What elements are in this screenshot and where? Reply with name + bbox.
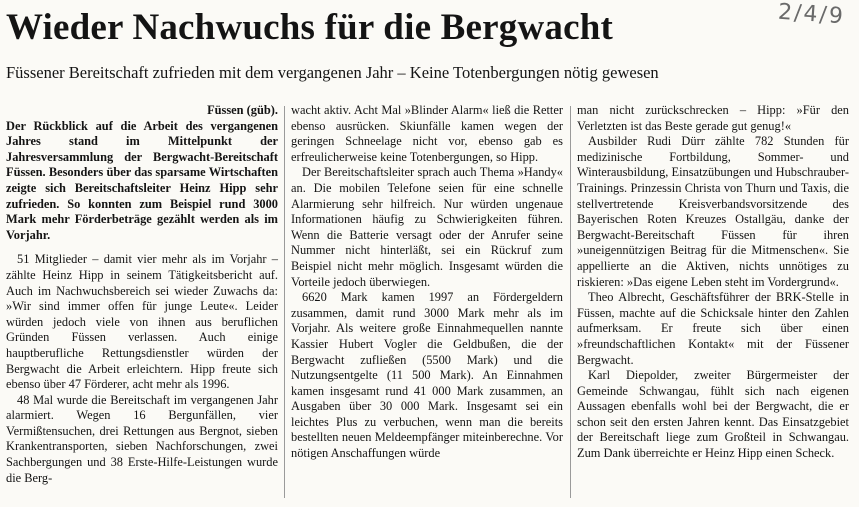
article-column-3 (577, 103, 849, 462)
article-paragraph: Ausbilder Rudi Dürr zählte 782 Stunden für medizinische Fortbildung, Sommer- und Winterausbildung, Einsatzübungen und Hubschrauber-Trainings. Prinzessin Christa von Thurn und Taxis, die stellvertretende Kreisverbandsvorsitzende des Bayerischen Roten Kreuzes Ostallgäu, danke der Bergwacht-Bereitschaft Füssen für ihren »uneigennützigen Beitrag für die Mitmenschen«. Sie appellierte an die Aktiven, nichts unnötiges zu riskieren: »Das eigene Leben steht im Vordergrund«. (577, 134, 849, 289)
article-paragraph: 6620 Mark kamen 1997 an Fördergeldern zusammen, damit rund 3000 Mark mehr als im Vorjahr. Als weitere große Einnahmequellen nannte Kassier Hubert Vogler die Geldbußen, die der Bergwacht zufließen (5500 Mark) und die Nutzungsentgelte (11 500 Mark). An Einnahmen kamen insgesamt rund 41 000 Mark zusammen, an Ausgaben über 30 000 Mark. Insgesamt sei ein leichtes Plus zu verbuchen, wenn man die bereits bestellten neuen Meldeempfänger miteinberechne. Vor nötigen Anschaffungen würde (291, 290, 563, 461)
handwritten-date-note: 2/4/9 (777, 0, 846, 30)
article-headline: Wieder Nachwuchs für die Bergwacht (6, 7, 614, 48)
column-divider (570, 106, 571, 498)
article-subheadline: Füssener Bereitschaft zufrieden mit dem vergangenen Jahr – Keine Totenbergungen nötig gewesen (6, 63, 659, 82)
article-paragraph: Der Bereitschaftsleiter sprach auch Thema »Handy« an. Die mobilen Telefone seien für eine schnelle Alarmierung sehr hilfreich. Nur würden ungenaue Informationen häufig zu Schwierigkeiten führen. Wenn die Batterie versagt oder der Anrufer seine Nummer nicht hinterläßt, sei ein Rückruf zum Beispiel nicht mehr möglich. Insgesamt würden die Vorteile jedoch überwiegen. (291, 165, 563, 289)
article-column-1 (6, 103, 278, 486)
article-paragraph: Theo Albrecht, Geschäftsführer der BRK-Stelle in Füssen, machte auf die Schicksale hinter den Zahlen aufmerksam. Er freute sich über einen »freundschaftlichen Kontakt« mit der Füssener Bergwacht. (577, 290, 849, 367)
article-column-2 (291, 103, 563, 462)
article-paragraph: man nicht zurückschrecken – Hipp: »Für den Verletzten ist das Beste gerade gut genug!« (577, 103, 849, 133)
article-paragraph: Karl Diepolder, zweiter Bürgermeister der Gemeinde Schwangau, fühlt sich nach eigenen Aussagen ebenfalls wohl bei der Bergwacht, die er schon seit den ersten Jahren kennt. Das Einsatzgebiet der Bereitschaft liege zum Großteil in Schwangau. Zum Dank überreichte er Heinz Hipp einen Scheck. (577, 368, 849, 461)
article-dateline: Füssen (güb). (207, 103, 278, 117)
article-paragraph: 48 Mal wurde die Bereitschaft im vergangenen Jahr alarmiert. Wegen 16 Bergunfällen, vier Vermißtensuchen, drei Rettungen aus Bergnot, sieben Krankentransporten, sieben Nachforschungen, zwei Sachbergungen und 38 Erste-Hilfe-Leistungen wurde die Berg- (6, 392, 278, 485)
article-lead: Der Rückblick auf die Arbeit des vergangenen Jahres stand im Mittelpunkt der Jahresversammlung der Bergwacht-Bereitschaft Füssen. Besonders über das sparsame Wirtschaften zeigte sich Bereitschaftsleiter Heinz Hipp sehr zufrieden. So konnten zum Beispiel rund 3000 Mark mehr Förderbeträge gezählt werden als im Vorjahr. (6, 118, 278, 242)
article-paragraph: 51 Mitglieder – damit vier mehr als im Vorjahr – zählte Heinz Hipp in seinem Tätigkeitsbericht auf. Auch im Nachwuchsbereich sei wieder Zuwachs da: »Wir sind immer offen für junge Leute«. Leider würden jedoch viele von ihnen aus beruflichen Gründen Füssen verlassen. Auch einige hauptberufliche Rettungsdienstler würden der Bergwacht die Arbeit erleichtern. Hipp freute sich ebenso über 47 Förderer, acht mehr als 1996. (6, 252, 278, 392)
column-divider (284, 106, 285, 498)
article-paragraph: wacht aktiv. Acht Mal »Blinder Alarm« ließ die Retter ebenso ausrücken. Skiunfälle kamen wegen der geringen Schneelage nicht vor, ebenso gab es erfreulicherweise keine Totenbergungen, so Hipp. (291, 103, 563, 164)
